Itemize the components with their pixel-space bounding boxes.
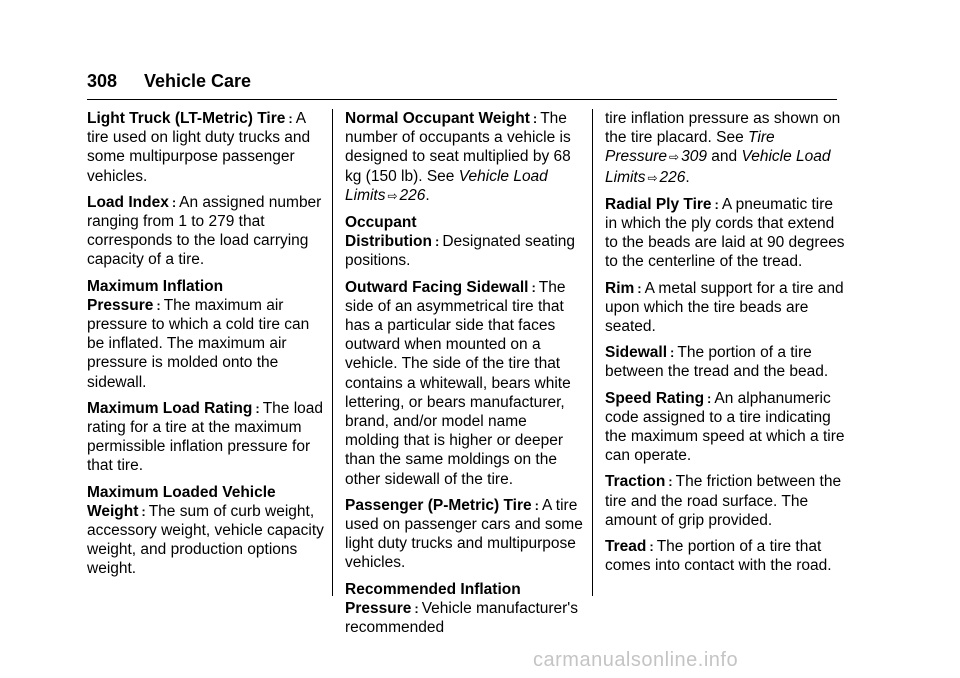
glossary-term: Outward Facing Sidewall [345,278,529,296]
glossary-entry: Normal Occupant Weight : The number of occupants a vehicle is designed to seat multiplied by 68 kg (150 lb). See Vehicle Load Limits ⇨ 226. [345,110,571,204]
glossary-definition: An alphanumeric code assigned to a tire indicating the maximum speed at which a tire can operate. [605,389,845,465]
column-divider [332,109,333,596]
glossary-definition: A pneumatic tire in which the ply cords that extend to the beads are laid at 90 degrees to the centerline of the tread. [605,195,845,271]
glossary-definition: An assigned number ranging from 1 to 279 that corresponds to the load carrying capacity of a tire. [87,193,322,269]
glossary-term: Light Truck (LT-Metric) Tire [87,110,286,127]
glossary-entry: Maximum Load Rating : The load rating for a tire at the maximum permissible inflation pressure for that tire. [87,399,324,475]
section-title: Vehicle Care [144,71,252,91]
glossary-entry-continuation: tire inflation pressure as shown on the tire placard. See Tire Pressure ⇨ 309 and Vehicle Load Limits ⇨ 226. [605,110,841,186]
reference-joiner: and [711,148,738,166]
glossary-entry: Rim : A metal support for a tire and upon which the tire beads are seated. [605,279,844,336]
glossary-term: Speed Rating [605,389,705,407]
glossary-term: Normal Occupant Weight [345,110,530,127]
glossary-entry: Outward Facing Sidewall : The side of an asymmetrical tire that has a particular side that faces outward when mounted on a vehicle. The side of the tire that contains a whitewall, bears white lettering, or bears manufacturer, brand, and/or model name molding that is higher or deeper than the same moldings on the other sidewall of the tire. [345,278,571,488]
glossary-term: Occupant Distribution [345,214,432,251]
page-reference-arrow-icon: ⇨ [387,188,398,203]
glossary-definition: The side of an asymmetrical tire that has a particular side that faces outward when mounted on a vehicle. The side of the tire that contains a whitewall, bears white lettering, or bears manufacturer, brand, and/or model name molding that is higher or deeper than the same moldings on the other sidewall of the tire. [345,278,571,488]
reference-page-number: 226 [399,186,426,204]
glossary-term: Maximum Load Rating [87,399,253,417]
glossary-entry: Occupant Distribution : Designated seating positions. [345,214,576,270]
glossary-entry: Load Index : An assigned number ranging from 1 to 279 that corresponds to the load carrying capacity of a tire. [87,193,322,269]
glossary-entry: Tread : The portion of a tire that comes into contact with the road. [605,538,832,575]
cross-reference-link[interactable]: Tire Pressure ⇨ 309 [605,129,775,166]
glossary-definition: Designated seating positions. [345,233,576,270]
watermark: carmanualsonline.info [533,649,739,671]
glossary-entry: Passenger (P-Metric) Tire : A tire used on passenger cars and some light duty trucks and multipurpose vehicles. [345,496,583,572]
page-header [87,70,837,96]
glossary-definition: The friction between the tire and the road surface. The amount of grip provided. [605,473,842,529]
cross-reference-link[interactable]: Vehicle Load Limits ⇨ 226 [605,148,831,186]
glossary-definition: A tire used on light duty trucks and some multipurpose passenger vehicles. [87,110,311,185]
glossary-entry: Recommended Inflation Pressure : Vehicle manufacturer's recommended [345,580,579,637]
glossary-term: Sidewall [605,344,668,362]
page-reference-arrow-icon: ⇨ [647,170,658,185]
glossary-entry: Speed Rating : An alphanumeric code assigned to a tire indicating the maximum speed at which a tire can operate. [605,389,845,465]
column-3 [605,109,845,582]
glossary-entry: Traction : The friction between the tire and the road surface. The amount of grip provided. [605,473,842,529]
glossary-term: Passenger (P-Metric) Tire [345,496,532,514]
glossary-definition: A tire used on passenger cars and some light duty trucks and multipurpose vehicles. [345,496,583,572]
header-rule [87,99,837,100]
glossary-term: Radial Ply Tire [605,195,712,213]
glossary-definition: tire inflation pressure as shown on the tire placard. See [605,110,841,147]
glossary-term: Traction [605,473,666,491]
glossary-entry: Light Truck (LT-Metric) Tire : A tire used on light duty trucks and some multipurpose passenger vehicles. [87,110,311,185]
glossary-definition: Vehicle manufacturer's recommended [345,599,579,637]
glossary-definition: The number of occupants a vehicle is designed to seat multiplied by 68 kg (150 lb). See [345,110,571,185]
column-1 [87,109,325,586]
glossary-definition: The portion of a tire that comes into contact with the road. [605,538,832,575]
page-number: 308 [87,71,118,91]
glossary-term: Maximum Loaded Vehicle Weight [87,483,276,520]
glossary-entry: Radial Ply Tire : A pneumatic tire in which the ply cords that extend to the beads are laid at 90 degrees to the centerline of the tread. [605,195,845,271]
glossary-entry: Maximum Loaded Vehicle Weight : The sum of curb weight, accessory weight, vehicle capacity weight, and production options weight. [87,483,324,578]
glossary-definition: The portion of a tire between the tread and the bead. [605,344,829,381]
glossary-definition: A metal support for a tire and upon which the tire beads are seated. [605,279,844,336]
page-reference-arrow-icon: ⇨ [669,150,680,165]
glossary-definition: The load rating for a tire at the maximum permissible inflation pressure for that tire. [87,399,324,475]
glossary-term: Recommended Inflation Pressure [345,580,521,617]
glossary-term: Tread [605,538,647,556]
glossary-term: Rim [605,279,635,297]
column-2 [345,109,585,644]
glossary-term: Maximum Inflation Pressure [87,277,224,314]
glossary-definition: The sum of curb weight, accessory weight, vehicle capacity weight, and production options weight. [87,502,324,578]
column-divider [592,109,593,596]
reference-page-number: 309 [681,148,707,166]
glossary-entry: Sidewall : The portion of a tire between the tread and the bead. [605,344,829,381]
glossary-term: Load Index [87,193,169,211]
cross-reference-link[interactable]: Vehicle Load Limits ⇨ 226 [345,167,548,204]
glossary-entry: Maximum Inflation Pressure : The maximum air pressure to which a cold tire can be inflated. The maximum air pressure is molded onto the sidewall. [87,277,310,391]
reference-page-number: 226 [659,168,686,186]
glossary-definition: The maximum air pressure to which a cold tire can be inflated. The maximum air pressure is molded onto the sidewall. [87,296,310,391]
